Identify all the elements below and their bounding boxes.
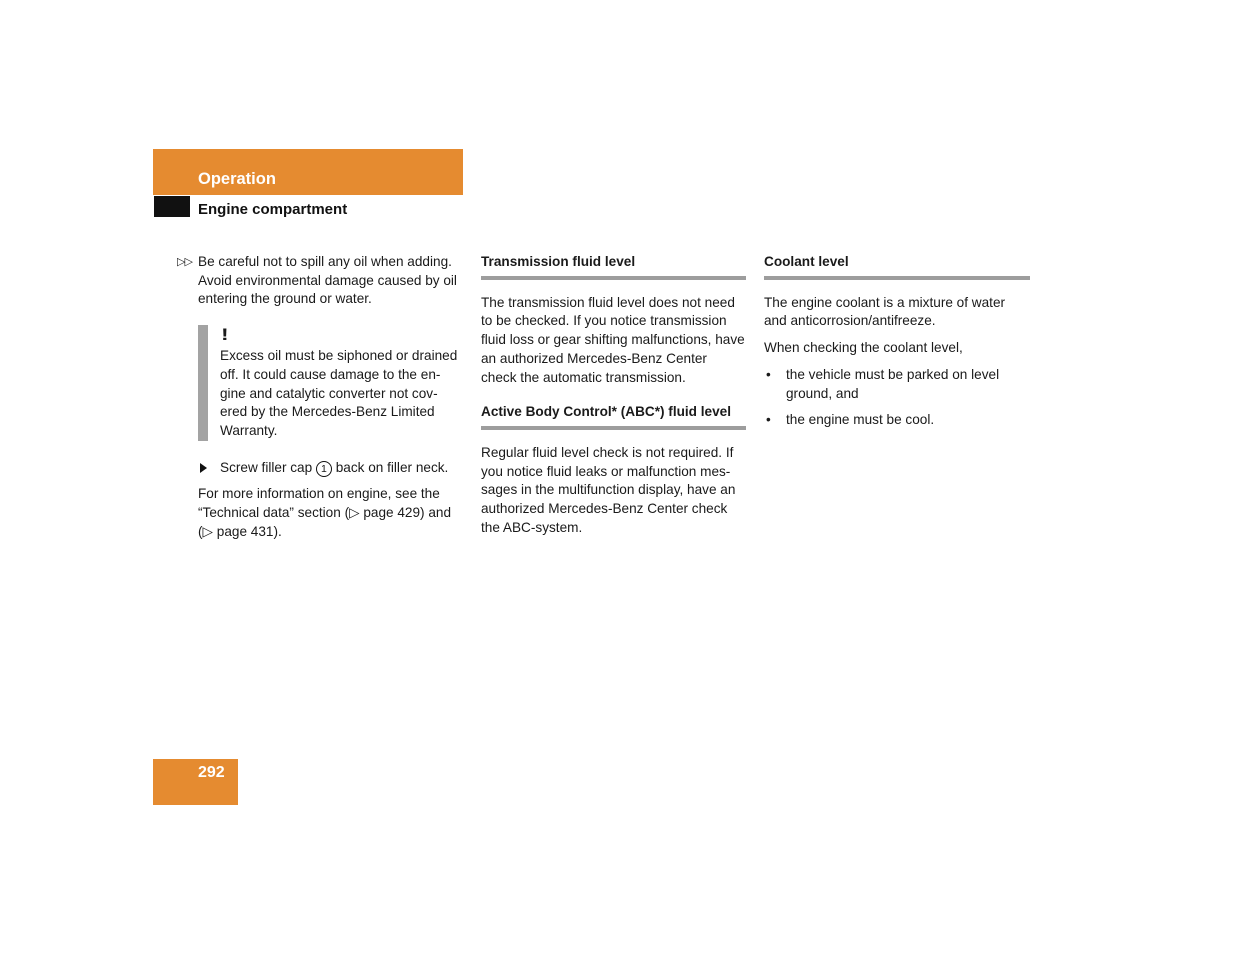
page-number: 292 bbox=[198, 764, 225, 781]
transmission-text: The transmission fluid level does not need to be checked. If you notice transmission fluid loss or gear shifting malfunctions, have an authorized Mercedes-Benz Center check the automatic transmission. bbox=[481, 294, 745, 385]
oil-intro-text: Be careful not to spill any oil when adding. Avoid environmental damage caused by oil entering the ground or water. bbox=[198, 254, 457, 307]
list-item-text: the engine must be cool. bbox=[786, 412, 935, 428]
notice-box bbox=[198, 325, 464, 441]
continued-icon: ▷▷ bbox=[177, 256, 192, 268]
heading-transmission-fluid: Transmission fluid level bbox=[481, 253, 746, 280]
heading-abc-fluid: Active Body Control* (ABC*) fluid level bbox=[481, 403, 746, 430]
step-text-after: back on filler neck. bbox=[331, 459, 449, 475]
bullet-icon: • bbox=[766, 366, 771, 382]
column-right bbox=[764, 253, 1030, 438]
list-item bbox=[764, 366, 1030, 403]
more-info-text: For more information on engine, see the “Technical data” section (▷ page 429) and (▷ page 431). bbox=[198, 486, 452, 539]
triangle-right-icon bbox=[200, 463, 207, 473]
coolant-when-text: When checking the coolant level, bbox=[764, 340, 963, 356]
notice-bar bbox=[198, 325, 208, 441]
heading-coolant-level: Coolant level bbox=[764, 253, 1030, 280]
subsection-tab-marker bbox=[154, 196, 190, 217]
exclamation-icon: ! bbox=[221, 325, 229, 345]
list-item-text: the vehicle must be parked on level ground, and bbox=[786, 366, 1000, 401]
callout-number: 1 bbox=[316, 461, 332, 477]
page-number-box bbox=[153, 759, 238, 805]
instruction-step bbox=[198, 459, 464, 478]
bullet-icon: • bbox=[766, 412, 771, 428]
step-text-before: Screw filler cap bbox=[220, 459, 316, 475]
notice-text: Excess oil must be siphoned or drained off. It could cause damage to the en-gine and catalytic converter not cov-ered by the Mercedes-Benz Limited Warranty. bbox=[220, 348, 458, 438]
section-title: Operation bbox=[198, 170, 276, 188]
subsection-title: Engine compartment bbox=[198, 201, 348, 218]
abc-text: Regular fluid level check is not required. If you notice fluid leaks or malfunction mes-sages in the multifunction display, have an authorized Mercedes-Benz Center check the ABC-system. bbox=[481, 444, 736, 535]
list-item bbox=[764, 411, 1030, 430]
coolant-intro-text: The engine coolant is a mixture of water and anticorrosion/antifreeze. bbox=[764, 294, 1006, 329]
column-middle bbox=[481, 253, 746, 545]
column-left bbox=[177, 253, 464, 549]
